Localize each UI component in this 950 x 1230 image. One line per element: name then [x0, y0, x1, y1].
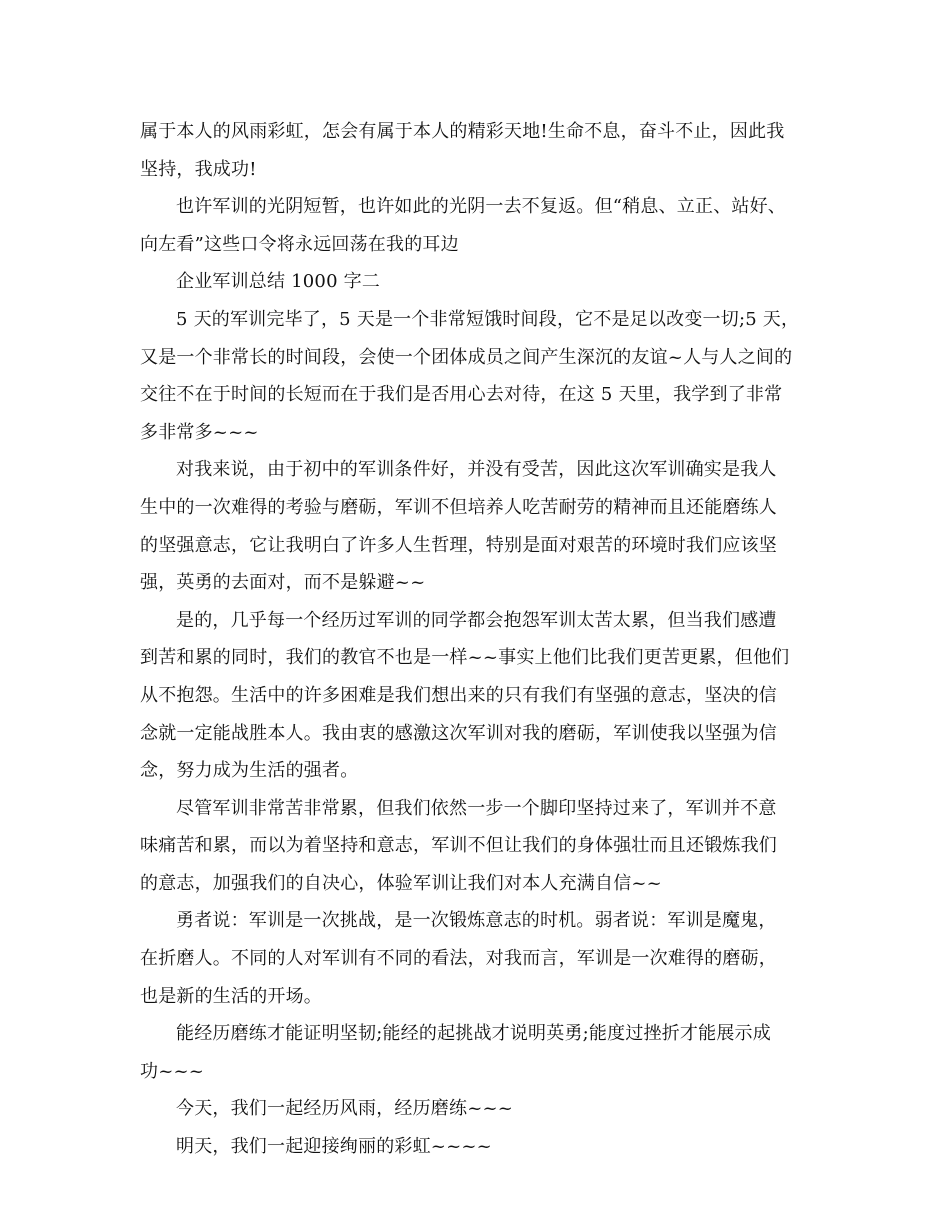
text-line: 明天，我们一起迎接绚丽的彩虹~~~~ [176, 1136, 492, 1158]
text-line: 生中的一次难得的考验与磨砺，军训不但培养人吃苦耐劳的精神而且还能磨练人 [140, 496, 777, 518]
text-line: 对我来说，由于初中的军训条件好，并没有受苦，因此这次军训确实是我人 [176, 459, 777, 481]
text-line: 属于本人的风雨彩虹，怎会有属于本人的精彩天地!生命不息，奋斗不止，因此我 [140, 121, 785, 142]
text-line: 从不抱怨。生活中的许多困难是我们想出来的只有我们有坚强的意志，坚决的信 [140, 684, 777, 706]
text-line: 也许军训的光阴短暂，也许如此的光阴一去不复返。但“稍息、立正、站好、 [176, 196, 786, 218]
text-line: 味痛苦和累，而以为着坚持和意志，军训不但让我们的身体强壮而且还锻炼我们 [140, 835, 777, 857]
text-line: 念，努力成为生活的强者。 [140, 760, 359, 782]
text-line: 到苦和累的同时，我们的教官不也是一样~~事实上他们比我们更苦更累，但他们 [140, 647, 790, 669]
text-line: 的意志，加强我们的自决心，体验军训让我们对本人充满自信~~ [140, 872, 662, 894]
text-line: 向左看”这些口令将永远回荡在我的耳边 [140, 233, 459, 255]
text-line: 强，英勇的去面对，而不是躲避~~ [140, 572, 426, 594]
text-line: 是的，几乎每一个经历过军训的同学都会抱怨军训太苦太累，但当我们感遭 [176, 609, 777, 631]
text-line: 多非常多~~~ [140, 421, 259, 443]
text-line: 坚持，我成功! [140, 158, 257, 180]
text-line: 勇者说：军训是一次挑战，是一次锻炼意志的时机。弱者说：军训是魔鬼， [176, 910, 777, 932]
text-line: 又是一个非常长的时间段，会使一个团体成员之间产生深沉的友谊~人与人之间的 [140, 346, 793, 368]
text-line: 5 天的军训完毕了，5 天是一个非常短饿时间段，它不是足以改变一切;5 天， [176, 308, 800, 330]
document-body [140, 113, 812, 1166]
text-line: 在折磨人。不同的人对军训有不同的看法，对我而言，军训是一次难得的磨砺， [140, 948, 777, 970]
text-line: 能经历磨练才能证明坚韧;能经的起挑战才说明英勇;能度过挫折才能展示成 [176, 1023, 771, 1045]
text-line: 企业军训总结 1000 字二 [176, 271, 381, 293]
text-line: 交往不在于时间的长短而在于我们是否用心去对待，在这 5 天里，我学到了非常 [140, 384, 783, 406]
text-line: 功~~~ [140, 1060, 205, 1082]
text-line: 尽管军训非常苦非常累，但我们依然一步一个脚印坚持过来了，军训并不意 [176, 797, 777, 819]
text-line: 念就一定能战胜本人。我由衷的感激这次军训对我的磨砺，军训使我以坚强为信 [140, 722, 777, 744]
text-line: 也是新的生活的开场。 [140, 985, 322, 1007]
text-line: 今天，我们一起经历风雨，经历磨练~~~ [176, 1098, 514, 1120]
text-line: 的坚强意志，它让我明白了许多人生哲理，特别是面对艰苦的环境时我们应该坚 [140, 534, 777, 556]
